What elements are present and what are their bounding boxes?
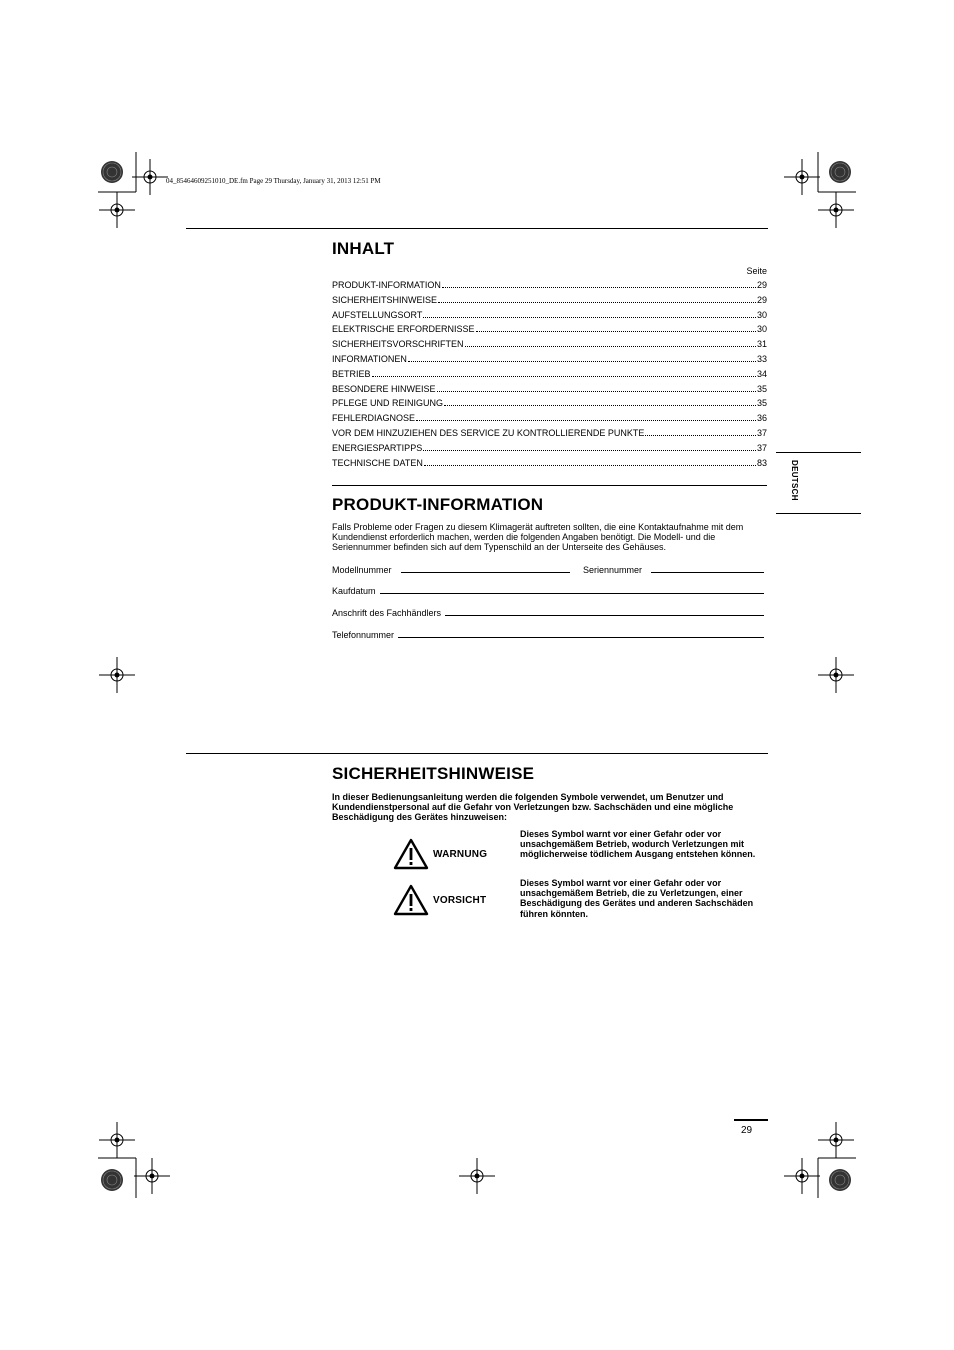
field-telefon[interactable] xyxy=(332,629,764,640)
toc-entry-title: ENERGIESPARTIPPS xyxy=(332,442,423,453)
language-tab: DEUTSCH xyxy=(790,460,799,501)
modellnummer-line[interactable] xyxy=(401,564,570,573)
telefon-line[interactable] xyxy=(398,629,764,638)
seriennummer-line[interactable] xyxy=(651,564,764,573)
toc-dot-leader xyxy=(444,404,756,406)
warning-triangle-icon xyxy=(393,838,429,870)
caution-triangle-icon xyxy=(393,884,429,916)
page-number-rule xyxy=(734,1119,768,1121)
table-of-contents xyxy=(332,264,767,470)
toc-entry[interactable] xyxy=(332,293,767,308)
toc-page-label: Seite xyxy=(746,266,767,276)
file-header-info: 04_85464609251010_DE.fm Page 29 Thursday, January 31, 2013 12:51 PM xyxy=(166,177,381,185)
anschrift-line[interactable] xyxy=(445,607,764,616)
modellnummer-label: Modellnummer xyxy=(332,565,392,575)
field-kaufdatum[interactable] xyxy=(332,585,764,596)
toc-entry[interactable] xyxy=(332,308,767,323)
vorsicht-text: Dieses Symbol warnt vor einer Gefahr oder vor unsachgemäßem Betrieb, die zu Verletzungen, einer Beschädigung des Gerätes und anderen Sachschäden führen könnten. xyxy=(520,878,754,919)
page-number: 29 xyxy=(741,1125,753,1136)
toc-dot-leader xyxy=(442,286,756,288)
toc-entry-title: BESONDERE HINWEISE xyxy=(332,383,436,394)
toc-entry-page: 36 xyxy=(756,413,767,424)
toc-entry-page: 33 xyxy=(756,353,767,364)
toc-dot-leader xyxy=(437,390,756,392)
seriennummer-label: Seriennummer xyxy=(583,565,643,575)
sicherheit-intro: In dieser Bedienungsanleitung werden die folgenden Symbole verwendet, um Benutzer und Kundendienstpersonal auf die Gefahr von Verletzungen bzw. Sachschäden und eine mögliche Beschädigung des Gerätes hinzuweisen: xyxy=(332,792,734,823)
toc-entry[interactable] xyxy=(332,411,767,426)
side-tab-top-rule xyxy=(776,452,861,453)
toc-entry[interactable] xyxy=(332,441,767,456)
toc-entry-title: PFLEGE UND REINIGUNG xyxy=(332,398,444,409)
toc-entry[interactable] xyxy=(332,278,767,293)
toc-entry-page: 83 xyxy=(756,457,767,468)
anschrift-label: Anschrift des Fachhändlers xyxy=(332,608,442,618)
toc-entry[interactable] xyxy=(332,337,767,352)
toc-entry-page: 31 xyxy=(756,339,767,350)
field-anschrift[interactable] xyxy=(332,607,764,618)
toc-entry-page: 29 xyxy=(756,280,767,290)
toc-entry-page: 35 xyxy=(756,383,767,394)
produkt-title: PRODUKT-INFORMATION xyxy=(332,495,544,514)
field-modellnummer[interactable] xyxy=(332,564,570,575)
toc-entry[interactable] xyxy=(332,456,767,471)
toc-dot-leader xyxy=(408,360,756,362)
toc-entry-page: 37 xyxy=(756,427,767,438)
sicherheit-title: SICHERHEITSHINWEISE xyxy=(332,764,535,783)
toc-entry-title: BETRIEB xyxy=(332,368,371,379)
inhalt-top-rule xyxy=(186,228,768,229)
toc-entry[interactable] xyxy=(332,322,767,337)
toc-entry-title: FEHLERDIAGNOSE xyxy=(332,413,416,424)
produkt-top-rule xyxy=(332,485,767,486)
kaufdatum-line[interactable] xyxy=(380,585,764,594)
toc-entry-page: 29 xyxy=(756,294,767,305)
toc-entry-page: 35 xyxy=(756,398,767,409)
sicherheit-top-rule xyxy=(186,753,768,754)
toc-entry-title: SICHERHEITSHINWEISE xyxy=(332,294,438,305)
vorsicht-label: VORSICHT xyxy=(433,895,487,906)
toc-dot-leader xyxy=(438,301,756,303)
toc-entry[interactable] xyxy=(332,426,767,441)
toc-dot-leader xyxy=(423,449,756,451)
toc-entry-title: SICHERHEITSVORSCHRIFTEN xyxy=(332,339,464,350)
toc-entry[interactable] xyxy=(332,396,767,411)
telefon-label: Telefonnummer xyxy=(332,630,395,640)
toc-entry[interactable] xyxy=(332,367,767,382)
toc-dot-leader xyxy=(424,464,756,466)
produkt-paragraph: Falls Probleme oder Fragen zu diesem Klimagerät auftreten sollten, die eine Kontaktaufnahme mit dem Kundendienst erforderlich machen, werden die folgenden Angaben benötigt. Die Modell- und die Seriennummer befinden sich auf dem Typenschild an der Unterseite des Gehäuses. xyxy=(332,522,744,553)
toc-entry-title: ELEKTRISCHE ERFORDERNISSE xyxy=(332,324,475,335)
kaufdatum-label: Kaufdatum xyxy=(332,586,376,596)
field-seriennummer[interactable] xyxy=(583,564,764,575)
toc-entry-title: PRODUKT-INFORMATION xyxy=(332,280,441,290)
side-tab-bottom-rule xyxy=(776,513,861,514)
toc-entry-title: AUFSTELLUNGSORT xyxy=(332,309,423,320)
toc-dot-leader xyxy=(476,330,756,332)
toc-entry-page: 30 xyxy=(756,309,767,320)
toc-dot-leader xyxy=(423,316,756,318)
toc-dot-leader xyxy=(645,434,756,436)
warnung-label: WARNUNG xyxy=(433,849,488,860)
toc-entry-title: VOR DEM HINZUZIEHEN DES SERVICE ZU KONTROLLIERENDE PUNKTE xyxy=(332,427,645,438)
toc-dot-leader xyxy=(416,419,756,421)
toc-entry-title: INFORMATIONEN xyxy=(332,353,407,364)
inhalt-title: INHALT xyxy=(332,239,395,258)
warnung-text: Dieses Symbol warnt vor einer Gefahr oder vor unsachgemäßem Betrieb, wodurch Verletzungen mit möglicherweise tödlichem Ausgang entstehen können. xyxy=(520,829,756,860)
toc-dot-leader xyxy=(465,345,756,347)
toc-entry[interactable] xyxy=(332,382,767,397)
toc-entry-page: 30 xyxy=(756,324,767,335)
toc-dot-leader xyxy=(372,375,756,377)
toc-entry-title: TECHNISCHE DATEN xyxy=(332,457,423,468)
toc-entry-page: 37 xyxy=(756,442,767,453)
toc-entry-page: 34 xyxy=(756,368,767,379)
toc-entry[interactable] xyxy=(332,352,767,367)
